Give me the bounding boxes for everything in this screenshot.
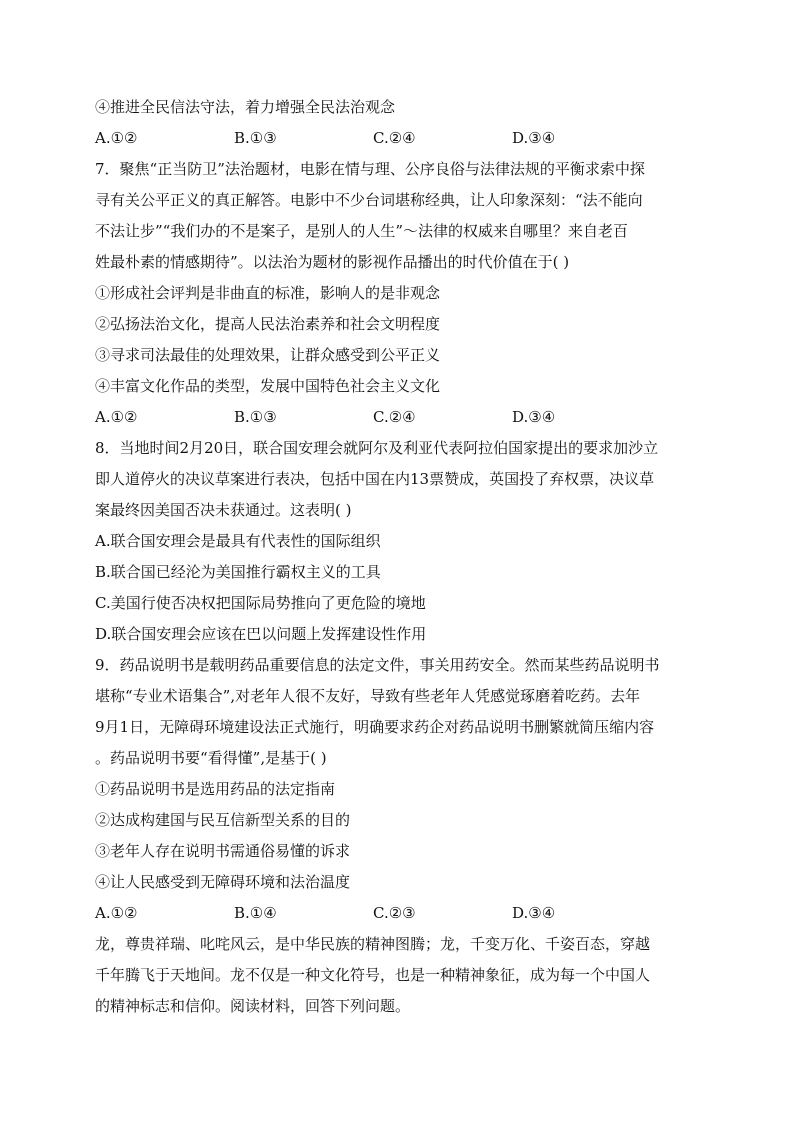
q9-options xyxy=(95,898,705,929)
q7-options xyxy=(95,402,705,433)
q7-item-2: ②弘扬法治文化，提高人民法治素养和社会文明程度 xyxy=(95,315,441,333)
material-line: 的精神标志和信仰。阅读材料，回答下列问题。 xyxy=(95,997,411,1015)
question-7 xyxy=(95,154,705,433)
material-line: 龙，尊贵祥瑞、叱咤风云，是中华民族的精神图腾；龙，千变万化、千姿百态，穿越 xyxy=(95,935,651,953)
q7-stem-line: 姓最朴素的情感期待”。以法治为题材的影视作品播出的时代价值在于( ) xyxy=(95,253,570,271)
q8-option-b: B.联合国已经沦为美国推行霸权主义的工具 xyxy=(95,563,381,581)
document-page xyxy=(95,92,705,1022)
question-9 xyxy=(95,650,705,929)
q9-item-4: ④让人民感受到无障碍环境和法治温度 xyxy=(95,873,351,891)
q7-option-c: C.②④ xyxy=(373,408,416,426)
q6-option-d: D.③④ xyxy=(512,129,556,147)
q8-option-d: D.联合国安理会应该在巴以问题上发挥建设性作用 xyxy=(95,625,427,643)
q6-options xyxy=(95,123,705,154)
q6-option-b: B.①③ xyxy=(234,129,277,147)
q7-stem-line: 寻有关公平正义的真正解答。电影中不少台词堪称经典，让人印象深刻：“法不能向 xyxy=(95,191,643,209)
q9-option-b: B.①④ xyxy=(234,904,277,922)
q9-item-1: ①药品说明书是选用药品的法定指南 xyxy=(95,780,336,798)
q7-option-d: D.③④ xyxy=(512,408,556,426)
q7-option-b: B.①③ xyxy=(234,408,277,426)
q8-option-c: C.美国行使否决权把国际局势推向了更危险的境地 xyxy=(95,594,426,612)
q6-item-4: ④推进全民信法守法，着力增强全民法治观念 xyxy=(95,98,396,116)
q9-stem-line: 。药品说明书要“看得懂”,是基于( ) xyxy=(95,749,327,767)
q9-option-c: C.②③ xyxy=(373,904,416,922)
q9-stem-line: 9．药品说明书是载明药品重要信息的法定文件，事关用药安全。然而某些药品说明书 xyxy=(95,656,660,674)
q6-option-a: A.①② xyxy=(95,129,138,147)
reading-material xyxy=(95,929,705,1022)
q7-stem-line: 不法让步”“我们办的不是案子，是别人的人生”～法律的权威来自哪里？来自老百 xyxy=(95,222,629,240)
question-8 xyxy=(95,433,705,650)
q6-option-c: C.②④ xyxy=(373,129,416,147)
q8-stem-line: 案最终因美国否决未获通过。这表明( ) xyxy=(95,501,352,519)
material-line: 千年腾飞于天地间。龙不仅是一种文化符号，也是一种精神象征，成为每一个中国人 xyxy=(95,966,651,984)
q7-item-4: ④丰富文化作品的类型，发展中国特色社会主义文化 xyxy=(95,377,441,395)
q9-item-2: ②达成构建国与民互信新型关系的目的 xyxy=(95,811,351,829)
q8-stem-line: 8．当地时间2月20日，联合国安理会就阿尔及利亚代表阿拉伯国家提出的要求加沙立 xyxy=(95,439,659,457)
q9-option-a: A.①② xyxy=(95,904,138,922)
q9-item-3: ③老年人存在说明书需通俗易懂的诉求 xyxy=(95,842,351,860)
q8-option-a: A.联合国安理会是最具有代表性的国际组织 xyxy=(95,532,381,550)
q9-stem-line: 堪称“专业术语集合”,对老年人很不友好，导致有些老年人凭感觉琢磨着吃药。去年 xyxy=(95,687,641,705)
q9-stem-line: 9月1日，无障碍环境建设法正式施行，明确要求药企对药品说明书删繁就简压缩内容 xyxy=(95,718,655,736)
q8-stem-line: 即人道停火的决议草案进行表决，包括中国在内13票赞成，英国投了弃权票，决议草 xyxy=(95,470,655,488)
q7-item-3: ③寻求司法最佳的处理效果，让群众感受到公平正义 xyxy=(95,346,441,364)
q7-item-1: ①形成社会评判是非曲直的标准，影响人的是非观念 xyxy=(95,284,441,302)
q9-option-d: D.③④ xyxy=(512,904,556,922)
q7-option-a: A.①② xyxy=(95,408,138,426)
q7-stem-line: 7．聚焦“正当防卫”法治题材，电影在情与理、公序良俗与法律法规的平衡求索中探 xyxy=(95,160,645,178)
